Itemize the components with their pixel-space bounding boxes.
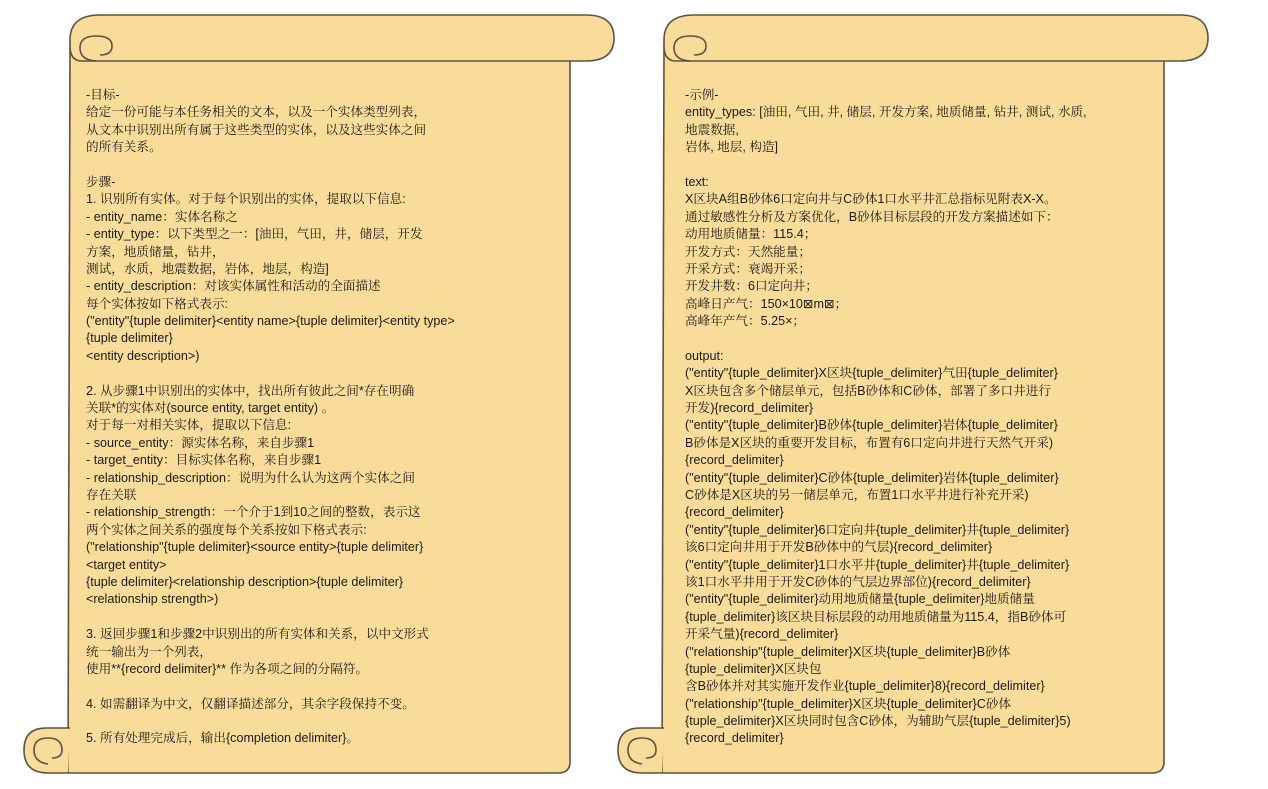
left-scroll-text-line: - entity_name：实体名称之	[86, 209, 238, 224]
left-scroll-blank-line	[86, 365, 556, 382]
left-scroll-blank-line	[86, 713, 556, 730]
right-scroll-text-line: 开发井数：6口定向井；	[685, 279, 818, 294]
right-scroll-text-line: 该6口定向井用于开发B砂体中的气层){record_delimiter}	[685, 540, 993, 555]
left-scroll-text-line: 使用**{record delimiter}** 作为各项之间的分隔符。	[86, 661, 369, 676]
right-scroll-text-line: 岩体, 地层, 构造]	[685, 140, 779, 155]
left-scroll-text-line: 统一输出为一个列表，	[86, 644, 212, 659]
right-scroll-blank-line	[685, 330, 1155, 347]
right-scroll-text-line: C砂体是X区块的另一储层单元，布置1口水平井进行补充开采)	[685, 487, 1029, 502]
left-scroll-blank-line	[86, 609, 556, 626]
right-scroll-text-line: 地震数据,	[685, 122, 739, 137]
right-scroll-text-line: 通过敏感性分析及方案优化，B砂体目标层段的开发方案描述如下：	[685, 209, 1059, 224]
right-scroll-text-line: 开采气量){record_delimiter}	[685, 627, 839, 642]
right-scroll-text-line: ("entity"{tuple_delimiter}6口定向井{tuple_delimiter}井{tuple_delimiter}	[685, 522, 1070, 537]
left-scroll-text-line: {tuple delimiter}	[86, 331, 173, 346]
left-scroll-text-line: 3. 返回步骤1和步骤2中识别出的所有实体和关系，以中文形式	[86, 627, 429, 642]
right-scroll-text-line: {record_delimiter}	[685, 453, 784, 468]
left-scroll-top-roll	[70, 15, 614, 61]
left-scroll-bottom-curl	[24, 728, 70, 773]
right-scroll-text-line: {tuple_delimiter}X区块同时包含C砂体，为辅助气层{tuple_delimiter}5)	[685, 714, 1071, 729]
right-scroll-text-line: B砂体是X区块的重要开发目标，布置有6口定向井进行天然气开采)	[685, 435, 1054, 450]
left-scroll-text-line: 方案，地质储量，钻井，	[86, 244, 225, 259]
right-scroll-text-line: {record_delimiter}	[685, 731, 784, 746]
left-scroll-text-line: - target_entity：目标实体名称，来自步骤1	[86, 453, 322, 468]
left-scroll-blank-line	[86, 157, 556, 174]
right-scroll-text-line: ("entity"{tuple_delimiter}X区块{tuple_delimiter}气田{tuple_delimiter}	[685, 366, 1058, 381]
right-scroll-text-line: ("entity"{tuple_delimiter}B砂体{tuple_delimiter}岩体{tuple_delimiter}	[685, 418, 1058, 433]
right-scroll-bottom-curl	[618, 728, 664, 773]
left-scroll-text-line: - entity_type：以下类型之一：[油田，气田，井，储层，开发	[86, 227, 423, 242]
right-scroll-text-line: ("entity"{tuple_delimiter}1口水平井{tuple_delimiter}井{tuple_delimiter}	[685, 557, 1070, 572]
left-scroll-text-line: ("relationship"{tuple delimiter}<source entity>{tuple delimiter}	[86, 540, 424, 555]
left-scroll-text-line: 给定一份可能与本任务相关的文本，以及一个实体类型列表，	[86, 105, 427, 120]
left-scroll-text-line: 的所有关系。	[86, 140, 162, 155]
left-scroll-text-line: ("entity"{tuple delimiter}<entity name>{tuple delimiter}<entity type>	[86, 314, 455, 329]
right-scroll-text-line: entity_types: [油田, 气田, 井, 储层, 开发方案, 地质储量, 钻井, 测试, 水质,	[685, 105, 1087, 120]
left-scroll-text-line: - relationship_strength：一个介于1到10之间的整数，表示这	[86, 505, 421, 520]
right-scroll-text-line: 动用地质储量：115.4；	[685, 227, 817, 242]
left-scroll-text-line: -目标-	[86, 88, 120, 102]
right-scroll-text-line: output:	[685, 348, 724, 363]
left-scroll-text-line: 关联*的实体对(source entity, target entity) 。	[86, 401, 335, 416]
right-scroll-text-line: -示例-	[685, 88, 719, 102]
right-scroll-text-line: 高峰年产气：5.25×；	[685, 314, 806, 329]
left-scroll-text-line: 2. 从步骤1中识别出的实体中，找出所有彼此之间*存在明确	[86, 383, 415, 398]
left-scroll-text-line: 测试，水质，地震数据，岩体，地层，构造]	[86, 261, 329, 276]
right-scroll-text-line: 开采方式：衰竭开采；	[685, 261, 811, 276]
left-scroll-text-line: <entity description>)	[86, 348, 200, 363]
left-scroll-text-line: 4. 如需翻译为中文，仅翻译描述部分，其余字段保持不变。	[86, 696, 415, 711]
right-scroll-text-line: X区块包含多个储层单元，包括B砂体和C砂体，部署了多口井进行	[685, 383, 1051, 398]
right-scroll-text-line: {tuple_delimiter}X区块包	[685, 661, 822, 676]
right-scroll-text-line: {record_delimiter}	[685, 505, 784, 520]
left-scroll-text-line: 存在关联	[86, 487, 137, 502]
left-scroll-text-line: 两个实体之间关系的强度每个关系按如下格式表示:	[86, 522, 367, 537]
right-scroll-text-line: ("entity"{tuple_delimiter}C砂体{tuple_delimiter}岩体{tuple_delimiter}	[685, 470, 1059, 485]
left-scroll-text-line: {tuple delimiter}<relationship description>{tuple delimiter}	[86, 574, 404, 589]
left-scroll-text-line: - source_entity：源实体名称，来自步骤1	[86, 435, 315, 450]
right-scroll-text	[685, 87, 1155, 762]
left-scroll-text-line: <target entity>	[86, 557, 167, 572]
right-scroll-text-line: 该1口水平井用于开发C砂体的气层边界部位){record_delimiter}	[685, 574, 1031, 589]
left-scroll-text-line: 5. 所有处理完成后，输出{completion delimiter}。	[86, 731, 359, 746]
left-scroll-text-line: 从文本中识别出所有属于这些类型的实体，以及这些实体之间	[86, 122, 427, 137]
left-scroll-text-line: - entity_description：对该实体属性和活动的全面描述	[86, 279, 381, 294]
right-scroll-text-line: ("relationship"{tuple_delimiter}X区块{tuple_delimiter}C砂体	[685, 696, 1012, 711]
right-scroll-text-line: 含B砂体并对其实施开发作业{tuple_delimiter}8){record_delimiter}	[685, 679, 1045, 694]
left-scroll-text-line: 步骤-	[86, 174, 116, 189]
right-scroll-text-line: {tuple_delimiter}该区块目标层段的动用地质储量为115.4，指B砂体可	[685, 609, 1067, 624]
left-scroll-text-line: 对于每一对相关实体，提取以下信息:	[86, 418, 291, 433]
left-scroll-text-line: 1. 识别所有实体。对于每个识别出的实体，提取以下信息:	[86, 192, 406, 207]
right-scroll-text-line: 高峰日产气：150×10⊠m⊠；	[685, 296, 848, 311]
left-scroll-text-line: - relationship_description：说明为什么认为这两个实体之间	[86, 470, 415, 485]
right-scroll-blank-line	[685, 157, 1155, 174]
left-scroll-text-line: 每个实体按如下格式表示:	[86, 296, 229, 311]
right-scroll-text-line: text:	[685, 174, 709, 189]
right-scroll-text-line: X区块A组B砂体6口定向井与C砂体1口水平井汇总指标见附表X-X。	[685, 192, 1057, 207]
left-scroll-text-line: <relationship strength>)	[86, 592, 219, 607]
right-scroll-text-line: 开发方式：天然能量；	[685, 244, 811, 259]
left-scroll-blank-line	[86, 678, 556, 695]
right-scroll-top-roll	[664, 15, 1208, 61]
left-scroll-text	[86, 87, 556, 762]
right-scroll-text-line: ("relationship"{tuple_delimiter}X区块{tuple_delimiter}B砂体	[685, 644, 1011, 659]
right-scroll-text-line: ("entity"{tuple_delimiter}动用地质储量{tuple_delimiter}地质储量	[685, 592, 1035, 607]
right-scroll-text-line: 开发){record_delimiter}	[685, 401, 814, 416]
